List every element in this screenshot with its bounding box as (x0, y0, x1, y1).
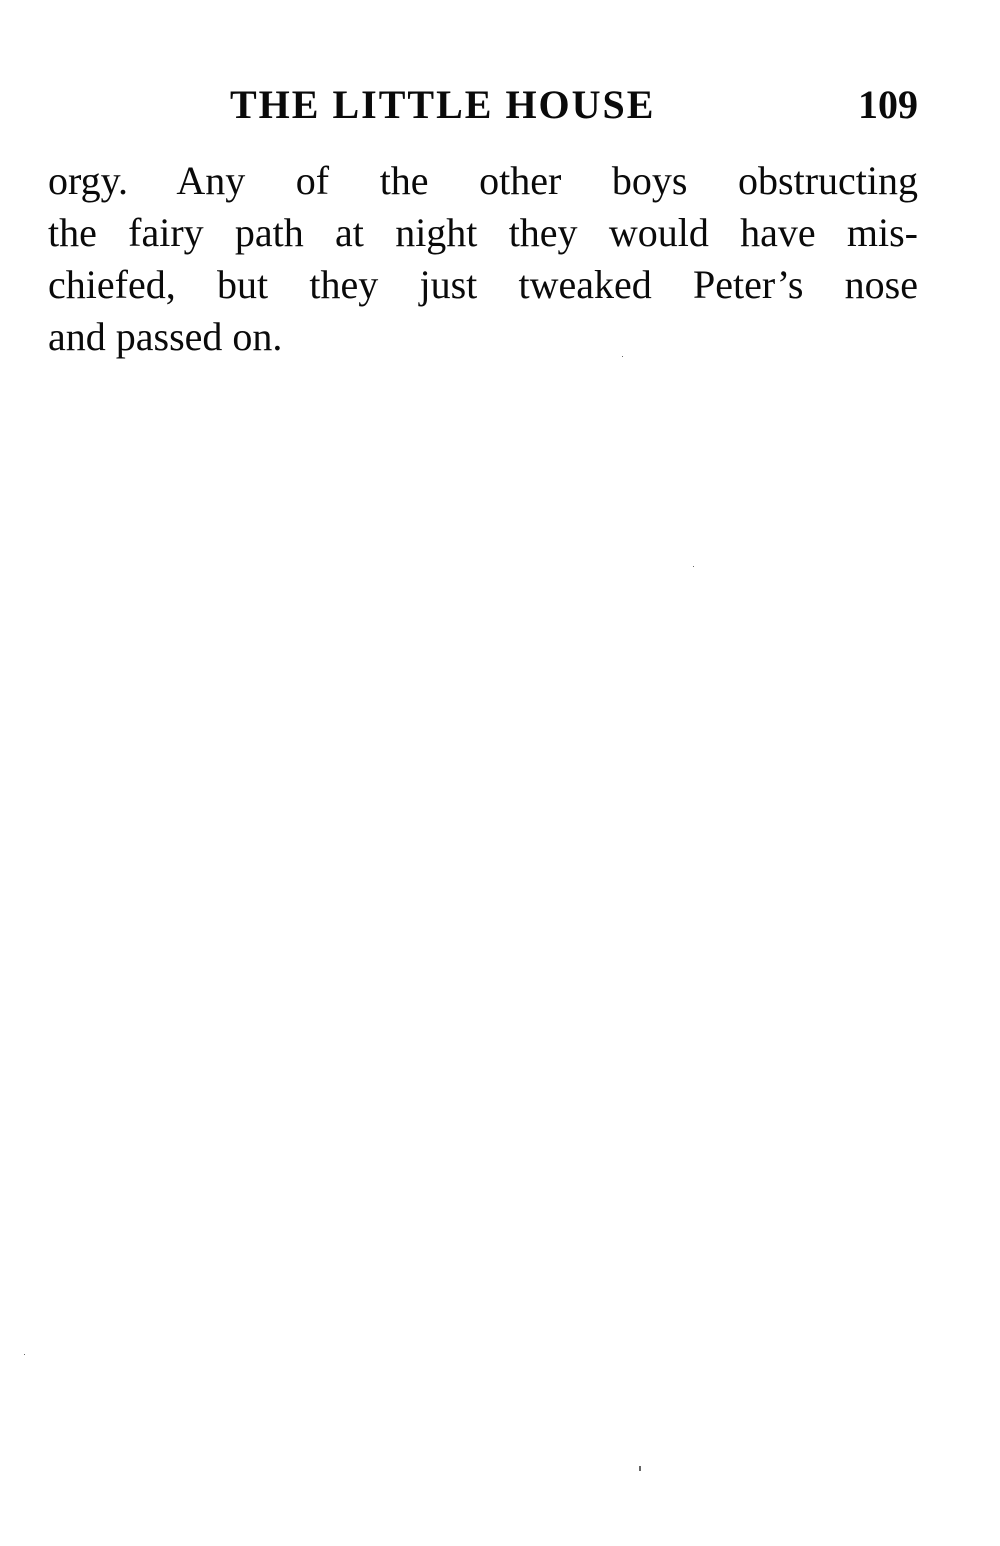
scan-speck (693, 566, 694, 567)
scan-speck (639, 1466, 641, 1471)
text-line: chiefed, but they just tweaked Peter’s nose (48, 262, 918, 307)
running-head (48, 80, 918, 130)
text-line: and passed on. (48, 314, 283, 359)
body-paragraph (48, 155, 918, 363)
text-line: the fairy path at night they would have mis- (48, 210, 918, 255)
text-line: orgy. Any of the other boys obstructing (48, 158, 918, 203)
scan-speck (24, 1354, 25, 1355)
running-title: THE LITTLE HOUSE (230, 82, 656, 127)
scan-speck (622, 356, 623, 357)
page-number: 109 (858, 82, 918, 127)
